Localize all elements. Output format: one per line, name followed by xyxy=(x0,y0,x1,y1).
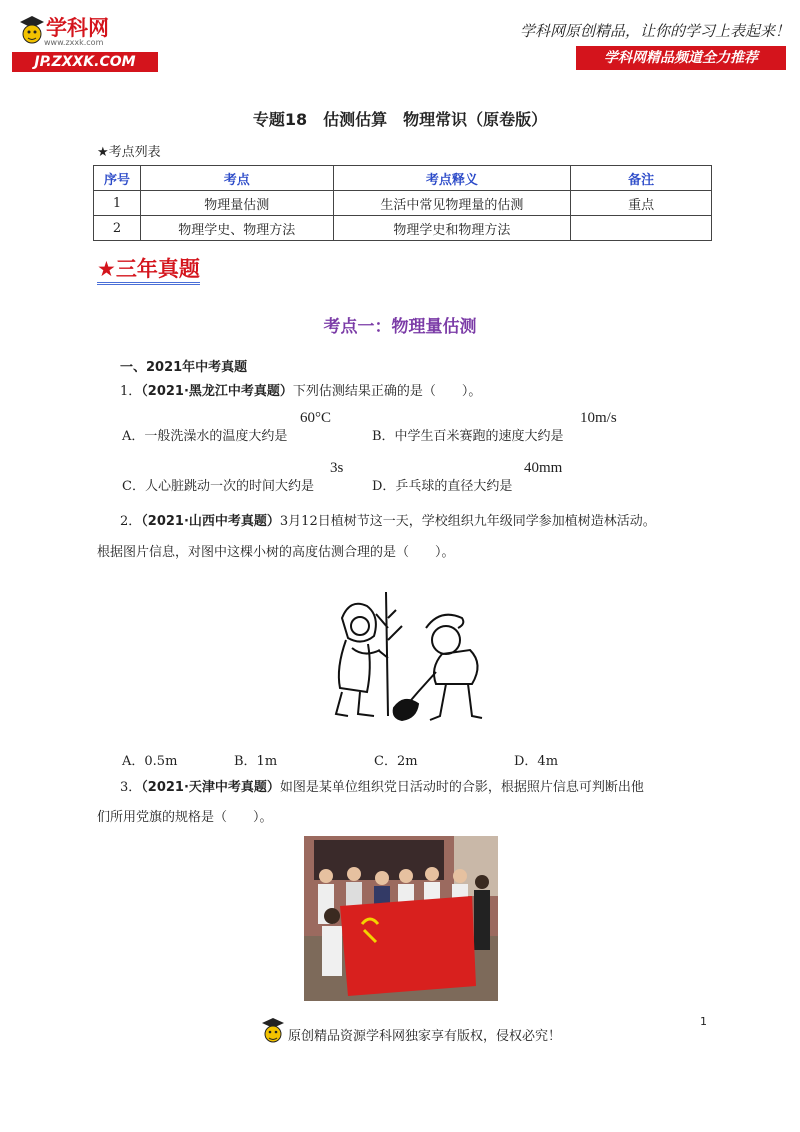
table-row xyxy=(94,216,712,241)
page-number: 1 xyxy=(700,1015,707,1028)
table-header: 备注 xyxy=(571,166,712,191)
option-a: A．0.5m xyxy=(122,754,178,769)
question-3 xyxy=(120,778,644,798)
table-header: 序号 xyxy=(94,166,141,191)
question-source: （2021·黑龙江中考真题） xyxy=(141,384,293,399)
option-b: B．1m xyxy=(234,754,278,769)
question-1 xyxy=(120,382,481,402)
option-a: A．一般洗澡水的温度大约是 xyxy=(122,429,288,444)
group-photo-image xyxy=(304,836,498,1001)
section-heading: ★三年真题 xyxy=(97,256,200,285)
table-cell: 物理学史和物理方法 xyxy=(333,216,571,241)
question-number: 2． xyxy=(120,514,142,529)
question-3-line2: 们所用党旗的规格是（ ）。 xyxy=(97,810,273,825)
logo-bar: JP.ZXXK.COM xyxy=(12,52,158,72)
kaodian-table xyxy=(93,165,712,241)
logo-mascot-icon xyxy=(18,14,46,54)
table-row xyxy=(94,191,712,216)
option-d-value: 40mm xyxy=(524,460,563,476)
question-source: （2021·山西中考真题） xyxy=(141,514,280,529)
table-header: 考点释义 xyxy=(333,166,571,191)
list-title: ★考点列表 xyxy=(97,145,161,160)
header-slogan-bar: 学科网精品频道全力推荐 xyxy=(576,46,786,70)
question-text: 下列估测结果正确的是（ ）。 xyxy=(292,384,482,399)
page-title: 专题18 估测估算 物理常识（原卷版） xyxy=(252,110,548,129)
header-slogan: 学科网原创精品，让你的学习上表起来！ xyxy=(519,22,790,40)
sub-heading: 一、2021年中考真题 xyxy=(120,360,248,375)
option-d: D．乒乓球的直径大约是 xyxy=(372,479,513,494)
question-number: 1． xyxy=(120,384,142,399)
option-c: C．2m xyxy=(374,754,418,769)
kaodian-heading: 考点一：物理量估测 xyxy=(323,317,477,337)
logo-url: www.zxxk.com xyxy=(44,38,104,47)
question-2 xyxy=(120,512,656,532)
table-cell: 重点 xyxy=(571,191,712,216)
table-cell: 物理量估测 xyxy=(140,191,333,216)
footer-mascot-icon xyxy=(260,1016,286,1052)
option-b: B．中学生百米赛跑的速度大约是 xyxy=(372,429,564,444)
table-cell: 物理学史、物理方法 xyxy=(140,216,333,241)
question-text: 3月12日植树节这一天，学校组织九年级同学参加植树造林活动。 xyxy=(279,514,656,529)
tree-planting-illustration xyxy=(322,588,500,730)
question-source: （2021·天津中考真题） xyxy=(141,780,280,795)
option-c-value: 3s xyxy=(330,460,344,476)
table-cell: 生活中常见物理量的估测 xyxy=(333,191,571,216)
table-cell xyxy=(571,216,712,241)
question-text: 如图是某单位组织党日活动时的合影，根据照片信息可判断出他 xyxy=(279,780,644,795)
option-c: C．人心脏跳动一次的时间大约是 xyxy=(122,479,314,494)
logo-text: 学科网 xyxy=(46,16,109,40)
table-cell: 2 xyxy=(94,216,141,241)
table-header: 考点 xyxy=(140,166,333,191)
table-cell: 1 xyxy=(94,191,141,216)
question-number: 3． xyxy=(120,780,142,795)
option-d: D．4m xyxy=(514,754,559,769)
question-2-line2: 根据图片信息，对图中这棵小树的高度估测合理的是（ ）。 xyxy=(97,545,455,560)
option-b-value: 10m/s xyxy=(580,410,617,426)
option-a-value: 60°C xyxy=(300,410,332,426)
footer-copyright: 原创精品资源学科网独家享有版权，侵权必究！ xyxy=(288,1029,562,1044)
table-header-row xyxy=(94,166,712,191)
